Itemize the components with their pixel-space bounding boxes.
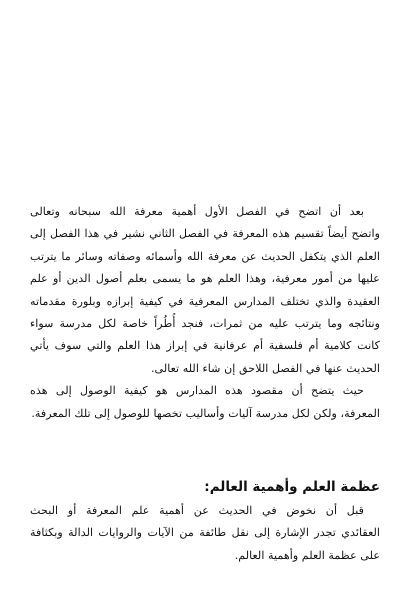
paragraph-3: [30, 500, 380, 567]
paragraph-line: حيث يتضح أن مقصود هذه المدارس هو كيفية الوصول إلى هذه: [30, 384, 364, 398]
section-text: [30, 500, 380, 567]
section-heading: عظمة العلم وأهمية العالم:: [204, 479, 380, 496]
paragraph-line: العقيدة والذي تختلف المدارس المعرفية في كيفية إبرازه وبلورة مقدماته: [30, 294, 380, 308]
paragraph-line: على عظمة العلم وأهمية العالم.: [234, 548, 380, 562]
paragraph-line: قبل أن نخوض في الحديث عن أهمية علم المعرفة أو البحث: [30, 504, 364, 517]
paragraph-1: [30, 201, 380, 380]
paragraph-line: العلم الذي يتكفل الحديث عن معرفة الله وأسمائه وصفاته وسائر ما يترتب: [30, 249, 380, 263]
body-text: [30, 201, 380, 425]
paragraph-line: كانت كلامية أم فلسفية أم عرفانية في إبراز هذا العلم والتي سوف يأتي: [30, 339, 380, 353]
paragraph-line: ونتائجه وما يترتب عليه من ثمرات، فنجد أُطُراً خاصة لكل مدرسة سواء: [30, 317, 380, 331]
paragraph-2: [30, 380, 380, 425]
paragraph-line: المعرفة، ولكن لكل مدرسة آليات وأساليب تخصها للوصول إلى تلك المعرفة.: [31, 406, 380, 420]
paragraph-line: العقائدي تجدر الإشارة إلى نقل طائفة من الآيات والروايات الدالة وبكثافة: [30, 526, 380, 540]
paragraph-line: عليها من أمور معرفية، وهذا العلم هو ما يسمى بعلم أصول الدين أو علم: [30, 272, 380, 286]
paragraph-line: بعد أن اتضح في الفصل الأول أهمية معرفة الله سبحانه وتعالى: [30, 205, 364, 218]
paragraph-line: الحديث عنها في الفصل اللاحق إن شاء الله تعالى.: [150, 361, 380, 375]
paragraph-line: واتضح أيضاً تقسيم هذه المعرفة في الفصل الثاني نشير في هذا الفصل إلى: [30, 227, 380, 241]
